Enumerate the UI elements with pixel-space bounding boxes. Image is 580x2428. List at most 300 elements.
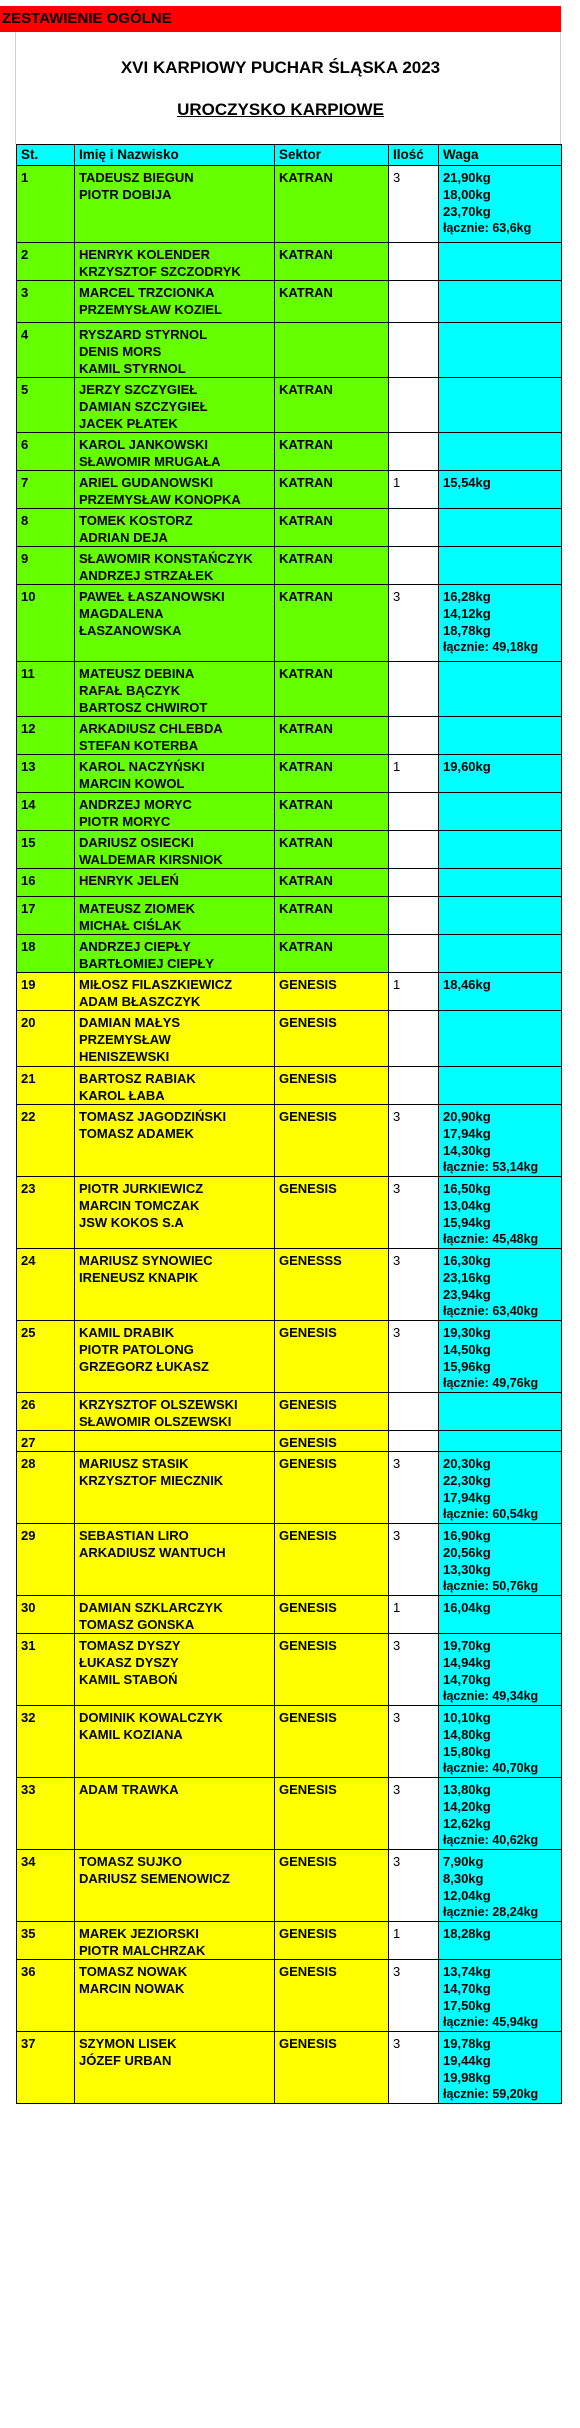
stand-number-cell: 3 <box>17 281 75 323</box>
sector-cell: GENESIS <box>275 1778 389 1850</box>
weight-cell <box>439 323 562 378</box>
table-row <box>17 1706 562 1778</box>
sector-cell: GENESIS <box>275 1011 389 1067</box>
table-row <box>17 793 562 831</box>
competitor-names-cell <box>75 755 275 793</box>
competitor-name: ANDRZEJ MORYC <box>79 797 192 812</box>
weight-cell <box>439 1706 562 1778</box>
table-row <box>17 1105 562 1177</box>
quantity-cell <box>389 243 439 281</box>
stand-number-cell: 28 <box>17 1452 75 1524</box>
column-header-stand: St. <box>17 145 75 166</box>
competitor-name: HENISZEWSKI <box>79 1049 170 1064</box>
weight-cell <box>439 547 562 585</box>
weight-value: 14,50kg <box>443 1342 491 1357</box>
stand-number-cell: 7 <box>17 471 75 509</box>
competitor-name: ŁUKASZ DYSZY <box>79 1655 179 1670</box>
table-row <box>17 1850 562 1922</box>
table-header-row <box>17 145 562 166</box>
stand-number-cell: 35 <box>17 1922 75 1960</box>
weight-value: 17,50kg <box>443 1998 491 2013</box>
sector-cell: KATRAN <box>275 793 389 831</box>
weight-value: 20,30kg <box>443 1456 491 1471</box>
sector-cell: KATRAN <box>275 433 389 471</box>
competitor-names-cell <box>75 1105 275 1177</box>
competitor-name: SEBASTIAN LIRO <box>79 1528 189 1543</box>
weight-value: 16,50kg <box>443 1181 491 1196</box>
table-row <box>17 897 562 935</box>
competitor-name: PAWEŁ ŁASZANOWSKI <box>79 589 225 604</box>
weight-value: 16,04kg <box>443 1600 491 1615</box>
quantity-cell: 1 <box>389 1922 439 1960</box>
weight-value: 17,94kg <box>443 1126 491 1141</box>
table-row <box>17 935 562 973</box>
sector-cell: KATRAN <box>275 897 389 935</box>
weight-value: 19,30kg <box>443 1325 491 1340</box>
table-row <box>17 1177 562 1249</box>
sector-cell: KATRAN <box>275 166 389 243</box>
competitor-names-cell <box>75 243 275 281</box>
stand-number-cell: 19 <box>17 973 75 1011</box>
quantity-cell <box>389 547 439 585</box>
weight-value: 19,78kg <box>443 2036 491 2051</box>
competitor-name: ADAM TRAWKA <box>79 1782 179 1797</box>
sector-cell: GENESIS <box>275 1922 389 1960</box>
weight-cell <box>439 433 562 471</box>
competitor-name: ARKADIUSZ CHLEBDA <box>79 721 223 736</box>
sector-cell: KATRAN <box>275 378 389 433</box>
sector-cell: GENESIS <box>275 1067 389 1105</box>
competitor-names-cell <box>75 793 275 831</box>
stand-number-cell: 37 <box>17 2032 75 2104</box>
column-header-sector: Sektor <box>275 145 389 166</box>
competitor-names-cell <box>75 1850 275 1922</box>
competitor-name: KRZYSZTOF MIECZNIK <box>79 1473 224 1488</box>
weight-cell <box>439 831 562 869</box>
competitor-name: KAMIL KOZIANA <box>79 1727 183 1742</box>
stand-number-cell: 34 <box>17 1850 75 1922</box>
weight-cell <box>439 897 562 935</box>
sector-cell: GENESIS <box>275 1105 389 1177</box>
weight-cell <box>439 585 562 662</box>
competitor-names-cell <box>75 1452 275 1524</box>
sector-cell: KATRAN <box>275 471 389 509</box>
stand-number-cell: 12 <box>17 717 75 755</box>
sector-cell: GENESIS <box>275 1634 389 1706</box>
quantity-cell: 3 <box>389 1850 439 1922</box>
competitor-name: MATEUSZ ZIOMEK <box>79 901 196 916</box>
table-body <box>17 166 562 2104</box>
competitor-name: RAFAŁ BĄCZYK <box>79 683 181 698</box>
competitor-names-cell <box>75 1778 275 1850</box>
weight-value: 18,00kg <box>443 187 491 202</box>
weight-total: łącznie: 45,48kg <box>443 1232 539 1246</box>
weight-cell <box>439 793 562 831</box>
competitor-names-cell <box>75 471 275 509</box>
competitor-name: TOMASZ SUJKO <box>79 1854 183 1869</box>
competitor-name: PIOTR JURKIEWICZ <box>79 1181 204 1196</box>
stand-number-cell: 4 <box>17 323 75 378</box>
quantity-cell <box>389 323 439 378</box>
table-row <box>17 869 562 897</box>
competitor-name: KAROL ŁABA <box>79 1088 165 1103</box>
competitor-name: JERZY SZCZYGIEŁ <box>79 382 198 397</box>
weight-cell <box>439 1431 562 1452</box>
weight-cell <box>439 243 562 281</box>
weight-total: łącznie: 40,70kg <box>443 1761 539 1775</box>
competitor-names-cell <box>75 662 275 717</box>
weight-cell <box>439 1177 562 1249</box>
sector-cell: GENESIS <box>275 1177 389 1249</box>
weight-cell <box>439 1634 562 1706</box>
table-row <box>17 471 562 509</box>
competitor-names-cell <box>75 1067 275 1105</box>
quantity-cell: 3 <box>389 2032 439 2104</box>
weight-value: 18,46kg <box>443 977 491 992</box>
stand-number-cell: 32 <box>17 1706 75 1778</box>
competitor-name: MAREK JEZIORSKI <box>79 1926 199 1941</box>
table-row <box>17 1634 562 1706</box>
weight-cell <box>439 935 562 973</box>
weight-value: 7,90kg <box>443 1854 484 1869</box>
competitor-name: SŁAWOMIR MRUGAŁA <box>79 454 221 469</box>
table-row <box>17 378 562 433</box>
competitor-names-cell <box>75 1706 275 1778</box>
weight-cell <box>439 1393 562 1431</box>
table-row <box>17 243 562 281</box>
competitor-name: MARCIN KOWOL <box>79 776 185 791</box>
competitor-names-cell <box>75 281 275 323</box>
quantity-cell <box>389 897 439 935</box>
competitor-name: KAMIL STYRNOL <box>79 361 186 376</box>
table-row <box>17 166 562 243</box>
quantity-cell <box>389 662 439 717</box>
table-row <box>17 1321 562 1393</box>
competitor-name: TOMASZ JAGODZIŃSKI <box>79 1109 227 1124</box>
stand-number-cell: 27 <box>17 1431 75 1452</box>
column-header-quantity: Ilość <box>389 145 439 166</box>
competitor-name: MIŁOSZ FILASZKIEWICZ <box>79 977 233 992</box>
table-row <box>17 755 562 793</box>
weight-value: 14,70kg <box>443 1672 491 1687</box>
competitor-name: KAROL JANKOWSKI <box>79 437 209 452</box>
competitor-name: JÓZEF URBAN <box>79 2053 172 2068</box>
quantity-cell: 3 <box>389 166 439 243</box>
weight-cell <box>439 717 562 755</box>
competitor-name: SŁAWOMIR KONSTAŃCZYK <box>79 551 253 566</box>
table-row <box>17 1778 562 1850</box>
competitor-name: TOMASZ NOWAK <box>79 1964 188 1979</box>
weight-value: 18,28kg <box>443 1926 491 1941</box>
competitor-names-cell <box>75 2032 275 2104</box>
sector-cell: KATRAN <box>275 935 389 973</box>
column-header-name: Imię i Nazwisko <box>75 145 275 166</box>
sector-cell: GENESIS <box>275 2032 389 2104</box>
stand-number-cell: 20 <box>17 1011 75 1067</box>
sector-cell: GENESIS <box>275 1596 389 1634</box>
competitor-name: WALDEMAR KIRSNIOK <box>79 852 223 867</box>
quantity-cell <box>389 378 439 433</box>
weight-cell <box>439 1452 562 1524</box>
table-row <box>17 973 562 1011</box>
sector-cell: GENESIS <box>275 1431 389 1452</box>
competitor-names-cell <box>75 166 275 243</box>
quantity-cell: 3 <box>389 1452 439 1524</box>
sector-cell: KATRAN <box>275 281 389 323</box>
stand-number-cell: 31 <box>17 1634 75 1706</box>
competitor-name: KAROL NACZYŃSKI <box>79 759 205 774</box>
weight-cell <box>439 1596 562 1634</box>
table-row <box>17 547 562 585</box>
table-row <box>17 1431 562 1452</box>
competitor-name: ANDRZEJ STRZAŁEK <box>79 568 214 583</box>
competitor-name: DOMINIK KOWALCZYK <box>79 1710 223 1725</box>
stand-number-cell: 21 <box>17 1067 75 1105</box>
competitor-names-cell <box>75 1431 275 1452</box>
weight-total: łącznie: 49,76kg <box>443 1376 539 1390</box>
competitor-names-cell <box>75 1011 275 1067</box>
weight-total: łącznie: 60,54kg <box>443 1507 539 1521</box>
weight-cell <box>439 1067 562 1105</box>
stand-number-cell: 17 <box>17 897 75 935</box>
competitor-name: MARIUSZ SYNOWIEC <box>79 1253 213 1268</box>
weight-cell <box>439 378 562 433</box>
weight-value: 23,94kg <box>443 1287 491 1302</box>
quantity-cell <box>389 433 439 471</box>
competitor-name: TOMASZ GONSKA <box>79 1617 195 1632</box>
stand-number-cell: 15 <box>17 831 75 869</box>
quantity-cell: 3 <box>389 1177 439 1249</box>
competitor-name: MARCEL TRZCIONKA <box>79 285 215 300</box>
competitor-name: JACEK PŁATEK <box>79 416 178 431</box>
weight-value: 13,04kg <box>443 1198 491 1213</box>
weight-value: 17,94kg <box>443 1490 491 1505</box>
weight-value: 23,70kg <box>443 204 491 219</box>
quantity-cell: 3 <box>389 1778 439 1850</box>
weight-value: 16,28kg <box>443 589 491 604</box>
competitor-name: DARIUSZ SEMENOWICZ <box>79 1871 230 1886</box>
quantity-cell <box>389 717 439 755</box>
stand-number-cell: 1 <box>17 166 75 243</box>
sector-cell <box>275 323 389 378</box>
quantity-cell <box>389 509 439 547</box>
competitor-names-cell <box>75 973 275 1011</box>
competitor-name: KAMIL DRABIK <box>79 1325 175 1340</box>
weight-cell <box>439 662 562 717</box>
competitor-names-cell <box>75 1596 275 1634</box>
stand-number-cell: 11 <box>17 662 75 717</box>
table-row <box>17 1249 562 1321</box>
quantity-cell: 1 <box>389 973 439 1011</box>
weight-value: 14,12kg <box>443 606 491 621</box>
weight-value: 22,30kg <box>443 1473 491 1488</box>
weight-value: 13,80kg <box>443 1782 491 1797</box>
competitor-names-cell <box>75 1960 275 2032</box>
competitor-name: TOMASZ DYSZY <box>79 1638 181 1653</box>
competitor-name: BARTOSZ RABIAK <box>79 1071 196 1086</box>
competitor-name: HENRYK JELEŃ <box>79 873 179 888</box>
competitor-name: TADEUSZ BIEGUN <box>79 170 194 185</box>
table-row <box>17 2032 562 2104</box>
competitor-name: DAMIAN MAŁYS <box>79 1015 181 1030</box>
sector-cell: KATRAN <box>275 869 389 897</box>
quantity-cell: 1 <box>389 1596 439 1634</box>
competitor-names-cell <box>75 509 275 547</box>
competitor-name: KAMIL STABOŃ <box>79 1672 178 1687</box>
weight-cell <box>439 755 562 793</box>
competitor-name: MARCIN TOMCZAK <box>79 1198 200 1213</box>
stand-number-cell: 18 <box>17 935 75 973</box>
stand-number-cell: 2 <box>17 243 75 281</box>
table-row <box>17 281 562 323</box>
weight-total: łącznie: 63,6kg <box>443 221 532 235</box>
competitor-names-cell <box>75 378 275 433</box>
stand-number-cell: 22 <box>17 1105 75 1177</box>
sector-cell: GENESIS <box>275 1524 389 1596</box>
sector-cell: KATRAN <box>275 755 389 793</box>
weight-value: 12,62kg <box>443 1816 491 1831</box>
weight-value: 12,04kg <box>443 1888 491 1903</box>
competitor-name: PIOTR PATOLONG <box>79 1342 194 1357</box>
stand-number-cell: 36 <box>17 1960 75 2032</box>
competitor-name: HENRYK KOLENDER <box>79 247 210 262</box>
table-row <box>17 1960 562 2032</box>
weight-total: łącznie: 49,18kg <box>443 640 539 654</box>
sector-cell: KATRAN <box>275 662 389 717</box>
competitor-name: PRZEMYSŁAW KOZIEL <box>79 302 222 317</box>
stand-number-cell: 5 <box>17 378 75 433</box>
sector-cell: GENESIS <box>275 1321 389 1393</box>
weight-value: 15,54kg <box>443 475 491 490</box>
table-row <box>17 1393 562 1431</box>
quantity-cell: 3 <box>389 1321 439 1393</box>
sector-cell: GENESIS <box>275 1706 389 1778</box>
weight-total: łącznie: 53,14kg <box>443 1160 539 1174</box>
weight-total: łącznie: 50,76kg <box>443 1579 539 1593</box>
competitor-name: BARTŁOMIEJ CIEPŁY <box>79 956 215 971</box>
sector-cell: KATRAN <box>275 509 389 547</box>
competitor-names-cell <box>75 323 275 378</box>
weight-value: 14,70kg <box>443 1981 491 1996</box>
column-header-weight: Waga <box>439 145 562 166</box>
weight-cell <box>439 2032 562 2104</box>
sector-cell: GENESIS <box>275 1393 389 1431</box>
competitor-names-cell <box>75 585 275 662</box>
stand-number-cell: 14 <box>17 793 75 831</box>
weight-cell <box>439 166 562 243</box>
sector-cell: KATRAN <box>275 585 389 662</box>
weight-value: 16,30kg <box>443 1253 491 1268</box>
competitor-name: RYSZARD STYRNOL <box>79 327 208 342</box>
competitor-name: STEFAN KOTERBA <box>79 738 199 753</box>
weight-cell <box>439 471 562 509</box>
weight-cell <box>439 281 562 323</box>
weight-value: 20,90kg <box>443 1109 491 1124</box>
weight-cell <box>439 973 562 1011</box>
competitor-name: ARKADIUSZ WANTUCH <box>79 1545 226 1560</box>
weight-total: łącznie: 28,24kg <box>443 1905 539 1919</box>
weight-value: 20,56kg <box>443 1545 491 1560</box>
sector-cell: GENESIS <box>275 973 389 1011</box>
sector-cell: KATRAN <box>275 547 389 585</box>
quantity-cell: 3 <box>389 585 439 662</box>
weight-value: 14,20kg <box>443 1799 491 1814</box>
weight-value: 21,90kg <box>443 170 491 185</box>
weight-value: 13,30kg <box>443 1562 491 1577</box>
weight-cell <box>439 1321 562 1393</box>
weight-cell <box>439 1249 562 1321</box>
weight-value: 8,30kg <box>443 1871 484 1886</box>
sector-cell: GENESIS <box>275 1452 389 1524</box>
competitor-names-cell <box>75 831 275 869</box>
weight-value: 16,90kg <box>443 1528 491 1543</box>
stand-number-cell: 26 <box>17 1393 75 1431</box>
stand-number-cell: 9 <box>17 547 75 585</box>
stand-number-cell: 6 <box>17 433 75 471</box>
competitor-names-cell <box>75 935 275 973</box>
stand-number-cell: 25 <box>17 1321 75 1393</box>
weight-total: łącznie: 40,62kg <box>443 1833 539 1847</box>
weight-value: 14,94kg <box>443 1655 491 1670</box>
weight-value: 15,94kg <box>443 1215 491 1230</box>
competitor-name: ADAM BŁASZCZYK <box>79 994 201 1009</box>
competitor-names-cell <box>75 869 275 897</box>
competitor-names-cell <box>75 897 275 935</box>
weight-value: 10,10kg <box>443 1710 491 1725</box>
stand-number-cell: 23 <box>17 1177 75 1249</box>
competitor-name: PIOTR MORYC <box>79 814 171 829</box>
sector-cell: GENESSS <box>275 1249 389 1321</box>
table-row <box>17 1596 562 1634</box>
table-row <box>17 1067 562 1105</box>
sector-cell: KATRAN <box>275 717 389 755</box>
competitor-name: PRZEMYSŁAW <box>79 1032 171 1047</box>
competitor-name: ANDRZEJ CIEPŁY <box>79 939 191 954</box>
banner: ZESTAWIENIE OGÓLNE <box>0 6 561 32</box>
weight-value: 19,70kg <box>443 1638 491 1653</box>
quantity-cell: 3 <box>389 1634 439 1706</box>
weight-value: 23,16kg <box>443 1270 491 1285</box>
quantity-cell: 1 <box>389 755 439 793</box>
frame-right <box>560 32 561 144</box>
weight-cell <box>439 509 562 547</box>
weight-total: łącznie: 59,20kg <box>443 2087 539 2101</box>
competitor-name: MARCIN NOWAK <box>79 1981 185 1996</box>
stand-number-cell: 10 <box>17 585 75 662</box>
competitor-names-cell <box>75 1249 275 1321</box>
stand-number-cell: 8 <box>17 509 75 547</box>
competitor-name: MAGDALENA <box>79 606 164 621</box>
stand-number-cell: 29 <box>17 1524 75 1596</box>
competitor-name: TOMEK KOSTORZ <box>79 513 193 528</box>
competitor-name: ADRIAN DEJA <box>79 530 168 545</box>
table-row <box>17 717 562 755</box>
weight-value: 14,80kg <box>443 1727 491 1742</box>
quantity-cell <box>389 935 439 973</box>
table-row <box>17 323 562 378</box>
competitor-name: MICHAŁ CIŚLAK <box>79 918 182 933</box>
weight-total: łącznie: 45,94kg <box>443 2015 539 2029</box>
stand-number-cell: 33 <box>17 1778 75 1850</box>
competitor-names-cell <box>75 717 275 755</box>
competitor-name: JSW KOKOS S.A <box>79 1215 184 1230</box>
weight-cell <box>439 1960 562 2032</box>
weight-value: 18,78kg <box>443 623 491 638</box>
competitor-name: GRZEGORZ ŁUKASZ <box>79 1359 209 1374</box>
competitor-names-cell <box>75 1393 275 1431</box>
weight-value: 13,74kg <box>443 1964 491 1979</box>
competitor-name: BARTOSZ CHWIROT <box>79 700 208 715</box>
